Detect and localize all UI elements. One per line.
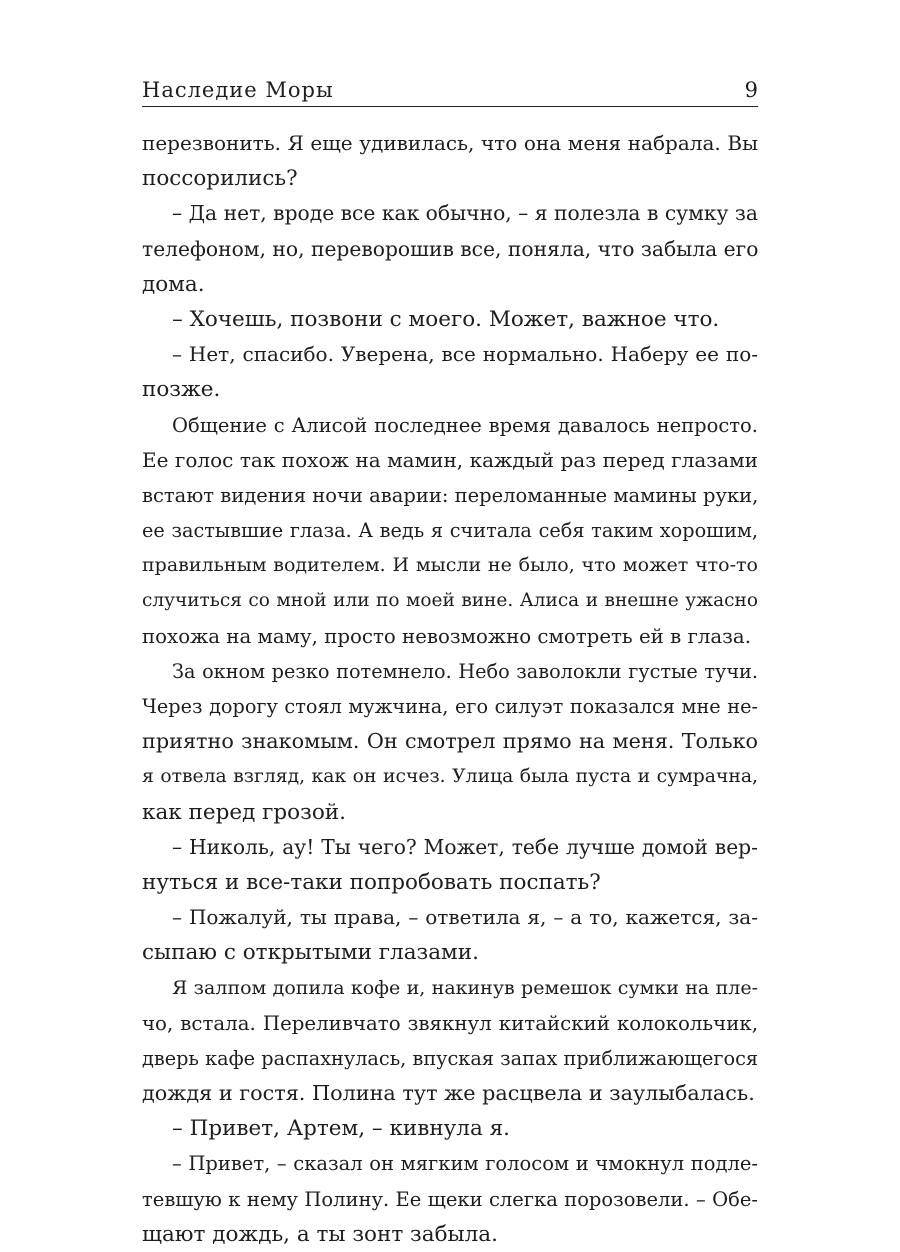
text-line: ее застывшие глаза. А ведь я считала себя таким хорошим,: [142, 519, 758, 543]
text-line: Ее голос так похож на мамин, каждый раз перед глазами: [142, 447, 758, 472]
text-line: похожа на маму, просто невозможно смотреть ей в глаза.: [142, 624, 751, 648]
text-line: позже.: [142, 377, 221, 403]
text-line: дома.: [142, 271, 205, 297]
text-line: чо, встала. Переливчато звякнул китайский колокольчик,: [142, 1011, 758, 1035]
text-line: – Да нет, вроде все как обычно, – я полезла в сумку за: [172, 201, 758, 226]
text-line: – Нет, спасибо. Уверена, все нормально. Наберу ее по-: [172, 342, 758, 367]
text-line: я отвела взгляд, как он исчез. Улица была пуста и сумрачна,: [142, 766, 758, 788]
text-line: дверь кафе распахнулась, впуская запах приближающегося: [142, 1046, 758, 1070]
text-line: Общение с Алисой последнее время давалось непросто.: [172, 413, 758, 437]
body-text: [142, 126, 758, 1252]
text-line: – Привет, Артем, – кивнула я.: [172, 1116, 511, 1142]
book-title: Наследие Моры: [142, 78, 334, 102]
text-line: – Николь, ау! Ты чего? Может, тебе лучше домой вер-: [172, 834, 758, 859]
book-page: [142, 0, 758, 1247]
text-line: За окном резко потемнело. Небо заволокли густые тучи.: [172, 659, 758, 683]
text-line: как перед грозой.: [142, 799, 346, 825]
text-line: сыпаю с открытыми глазами.: [142, 940, 479, 966]
text-line: Через дорогу стоял мужчина, его силуэт показался мне не-: [142, 695, 758, 718]
text-line: дождя и гостя. Полина тут же расцвела и заулыбалась.: [142, 1081, 755, 1106]
text-line: случиться со мной или по моей вине. Алиса и внешне ужасно: [142, 590, 758, 612]
text-line: правильным водителем. И мысли не было, что может что-то: [142, 554, 758, 577]
text-line: встают видения ночи аварии: переломанные мамины руки,: [142, 483, 758, 507]
running-header: [142, 66, 758, 102]
text-line: – Пожалуй, ты права, – ответила я, – а то, кажется, за-: [172, 905, 758, 930]
text-line: – Привет, – сказал он мягким голосом и чмокнул подле-: [172, 1152, 758, 1176]
page-number: 9: [744, 78, 758, 102]
text-line: щают дождь, а ты зонт забыла.: [142, 1221, 498, 1247]
text-line: тевшую к нему Полину. Ее щеки слегка порозовели. – Обе-: [142, 1187, 758, 1211]
text-line: перезвонить. Я еще удивилась, что она меня набрала. Вы: [142, 131, 758, 155]
text-line: приятно знакомым. Он смотрел прямо на меня. Только: [142, 729, 758, 754]
text-line: Я залпом допила кофе и, накинув ремешок сумки на пле-: [172, 976, 758, 999]
text-line: нуться и все-таки попробовать поспать?: [142, 869, 601, 895]
text-line: – Хочешь, позвони с моего. Может, важное что.: [172, 306, 720, 332]
text-line: поссорились?: [142, 166, 298, 192]
header-rule: [142, 106, 758, 107]
text-line: телефоном, но, переворошив все, поняла, что забыла его: [142, 236, 758, 261]
